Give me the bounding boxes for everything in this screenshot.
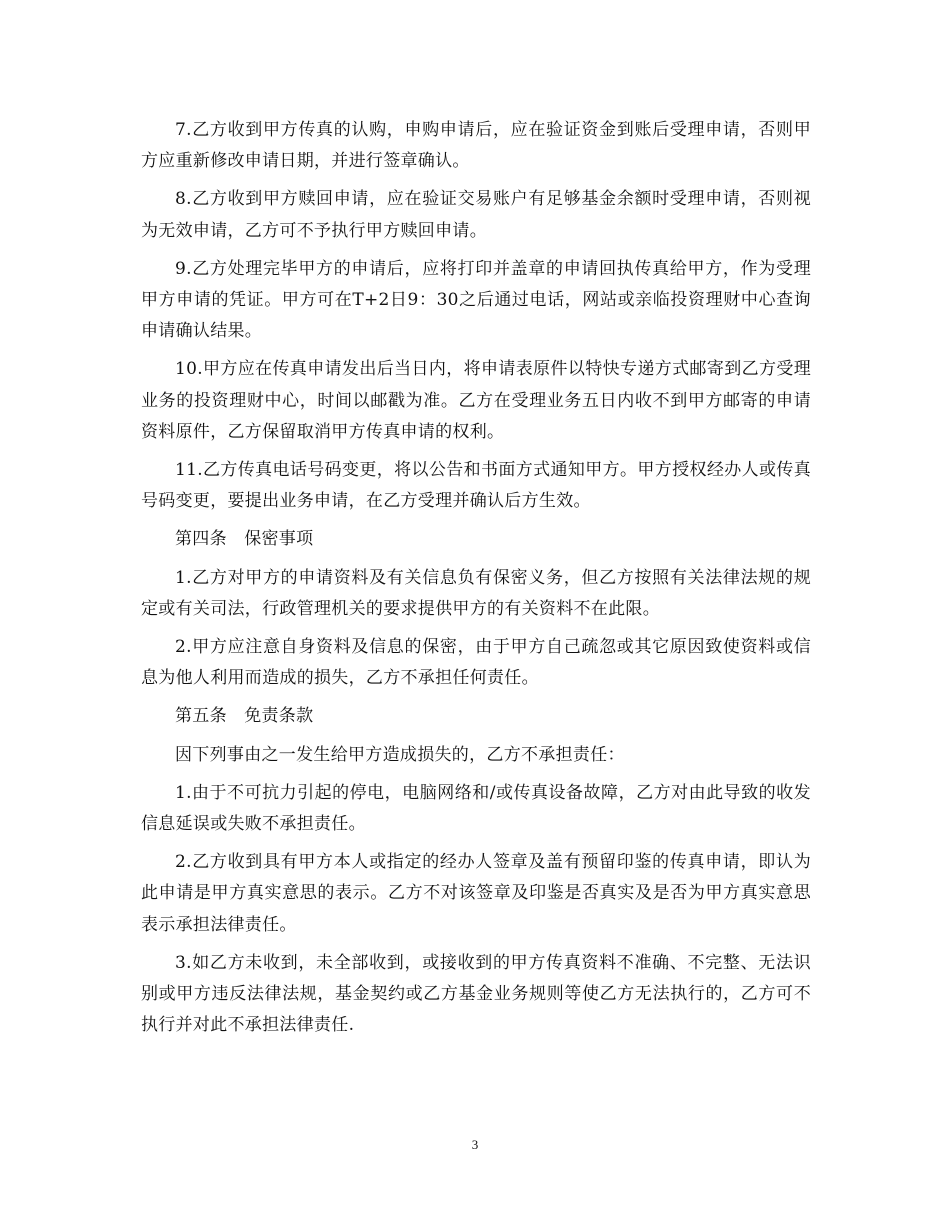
exemption-clause-3: 3.如乙方未收到，未全部收到，或接收到的甲方传真资料不准确、不完整、无法识别或甲方违反法律法规，基金契约或乙方基金业务规则等使乙方无法执行的，乙方可不执行并对此不承担法律责任. xyxy=(141,952,811,1036)
article-4-heading: 第四条 保密事项 xyxy=(175,529,314,550)
exemption-clause-2: 2.乙方收到具有甲方本人或指定的经办人签章及盖有预留印鉴的传真申请，即认为此申请是甲方真实意思的表示。乙方不对该签章及印鉴是否真实及是否为甲方真实意思表示承担法律责任。 xyxy=(141,852,811,935)
clause-8: 8.乙方收到甲方赎回申请，应在验证交易账户有足够基金余额时受理申请，否则视为无效申请，乙方可不予执行甲方赎回申请。 xyxy=(141,189,811,241)
clause-10: 10.甲方应在传真申请发出后当日内，将申请表原件以特快专递方式邮寄到乙方受理业务的投资理财中心，时间以邮戳为准。乙方在受理业务五日内收不到甲方邮寄的申请资料原件，乙方保留取消甲方传真申请的权利。 xyxy=(141,359,811,442)
confidentiality-clause-2: 2.甲方应注意自身资料及信息的保密，由于甲方自己疏忽或其它原因致使资料或信息为他人利用而造成的损失，乙方不承担任何责任。 xyxy=(141,637,811,689)
article-5-heading: 第五条 免责条款 xyxy=(175,706,314,727)
page-number: 3 xyxy=(471,1137,479,1152)
exemption-intro: 因下列事由之一发生给甲方造成损失的，乙方不承担责任： xyxy=(175,744,625,765)
clause-9: 9.乙方处理完毕甲方的申请后，应将打印并盖章的申请回执传真给甲方，作为受理甲方申请的凭证。甲方可在T+2日9：30之后通过电话，网站或亲临投资理财中心查询申请确认结果。 xyxy=(141,258,811,342)
clause-11: 11.乙方传真电话号码变更，将以公告和书面方式通知甲方。甲方授权经办人或传真号码变更，要提出业务申请，在乙方受理并确认后方生效。 xyxy=(141,460,811,512)
document-body xyxy=(141,115,811,1041)
confidentiality-clause-1: 1.乙方对甲方的申请资料及有关信息负有保密义务，但乙方按照有关法律法规的规定或有关司法，行政管理机关的要求提供甲方的有关资料不在此限。 xyxy=(141,567,811,619)
exemption-clause-1: 1.由于不可抗力引起的停电，电脑网络和/或传真设备故障，乙方对由此导致的收发信息延误或失败不承担责任。 xyxy=(141,782,811,835)
clause-7: 7.乙方收到甲方传真的认购，申购申请后，应在验证资金到账后受理申请，否则甲方应重新修改申请日期，并进行签章确认。 xyxy=(141,120,811,172)
